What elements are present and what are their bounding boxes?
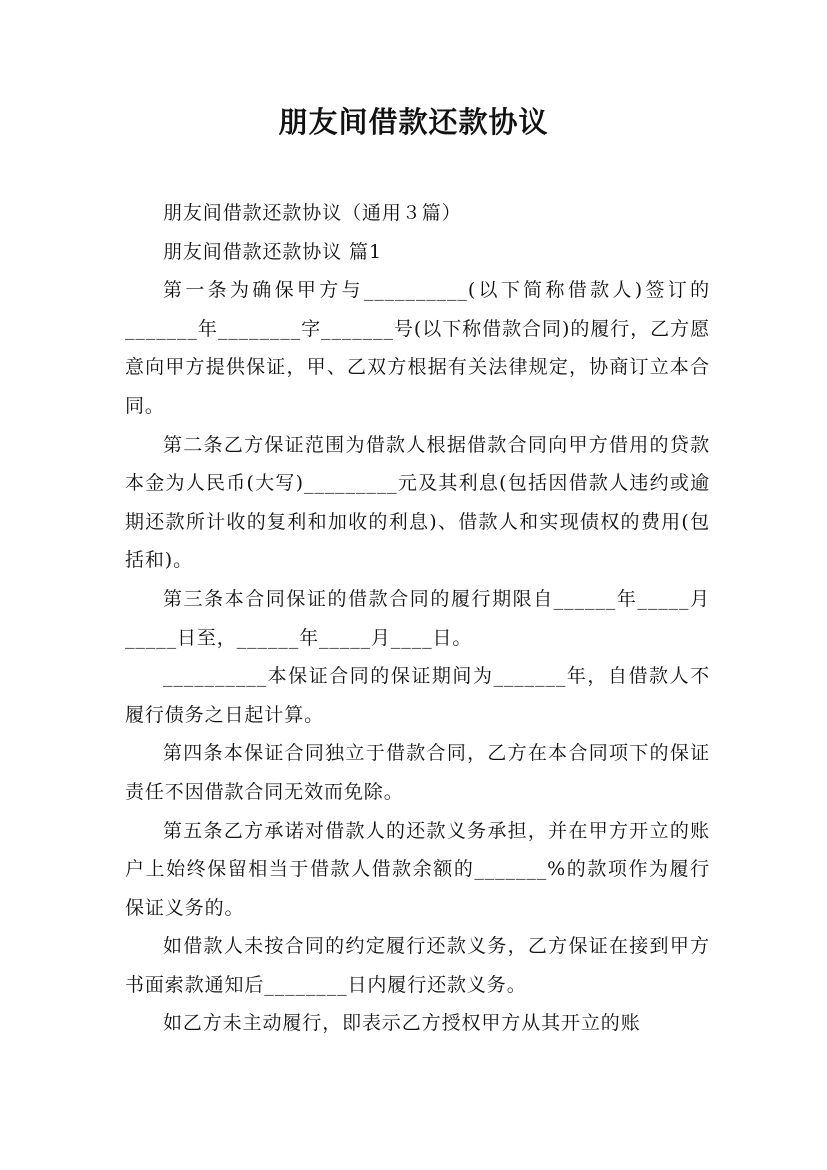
paragraph-subtitle: 朋友间借款还款协议（通用３篇） bbox=[163, 202, 462, 224]
document-body bbox=[125, 194, 710, 1043]
paragraph-article-3: 第三条本合同保证的借款合同的履行期限自______年_____月_____日至，______年_____月____日。 bbox=[125, 587, 710, 649]
paragraph-section-heading: 朋友间借款还款协议 篇1 bbox=[163, 240, 382, 263]
paragraph-repayment: 如借款人未按合同的约定履行还款义务，乙方保证在接到甲方书面索款通知后________日内履行还款义务。 bbox=[125, 935, 710, 996]
paragraph-guarantee-period: __________本保证合同的保证期间为_______年，自借款人不履行债务之日起计算。 bbox=[125, 665, 710, 726]
document-title: 朋友间借款还款协议 bbox=[278, 105, 549, 139]
paragraph-article-4: 第四条本保证合同独立于借款合同，乙方在本合同项下的保证责任不因借款合同无效而免除。 bbox=[125, 742, 710, 803]
paragraph-article-2: 第二条乙方保证范围为借款人根据借款合同向甲方借用的贷款本金为人民币(大写)_________元及其利息(包括因借款人违约或逾期还款所计收的复利和加收的利息)、借款人和实现债权的费用(包括和)。 bbox=[125, 433, 710, 572]
paragraph-article-1: 第一条为确保甲方与__________(以下简称借款人)签订的_______年________字_______号(以下称借款合同)的履行，乙方愿意向甲方提供保证，甲、乙双方根据有关法律规定，协商订立本合同。 bbox=[125, 279, 710, 417]
paragraph-authorization: 如乙方未主动履行，即表示乙方授权甲方从其开立的账 bbox=[163, 1012, 641, 1035]
paragraph-article-5: 第五条乙方承诺对借款人的还款义务承担，并在甲方开立的账户上始终保留相当于借款人借款余额的_______%的款项作为履行保证义务的。 bbox=[125, 819, 710, 919]
